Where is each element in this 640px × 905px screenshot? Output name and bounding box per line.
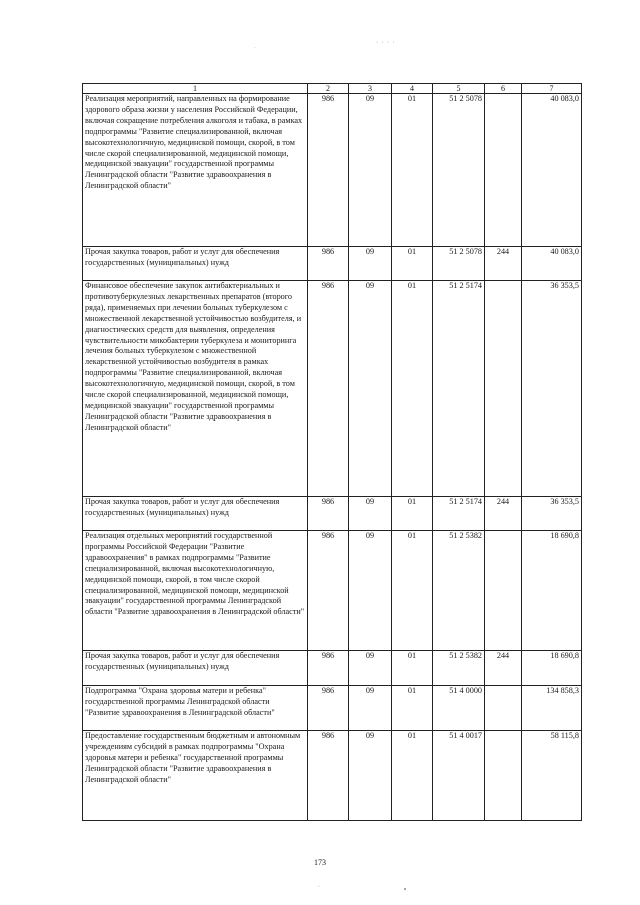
- row-section: 09: [349, 247, 392, 281]
- row-expense-type: 244: [485, 497, 522, 531]
- table-row: [83, 686, 582, 731]
- row-section: 09: [349, 281, 392, 497]
- row-target-code: 51 2 5174: [433, 281, 485, 497]
- row-expense-type: [485, 531, 522, 651]
- row-target-code: 51 4 0017: [433, 731, 485, 821]
- row-subsection: 01: [392, 651, 433, 686]
- row-subsection: 01: [392, 686, 433, 731]
- row-ministry-code: 986: [308, 94, 349, 247]
- column-header: 1: [83, 84, 308, 94]
- column-header: 5: [433, 84, 485, 94]
- row-amount: 18 690,8: [522, 531, 582, 651]
- row-target-code: 51 4 0000: [433, 686, 485, 731]
- table-header-row: [83, 84, 582, 94]
- row-expense-type: [485, 731, 522, 821]
- row-amount: 58 115,8: [522, 731, 582, 821]
- table-row: [83, 281, 582, 497]
- row-ministry-code: 986: [308, 686, 349, 731]
- row-section: 09: [349, 686, 392, 731]
- row-section: 09: [349, 731, 392, 821]
- table-row: [83, 731, 582, 821]
- row-target-code: 51 2 5382: [433, 651, 485, 686]
- row-name: Реализация отдельных мероприятий государственной программы Российской Федерации "Развитие здравоохранения" в рамках подпрограммы "Развитие специализированной, включая высокотехнологичную, медицинской помощи, скорой, в том числе скорой специализированной, медицинской помощи, медицинской эвакуации" государственной программы Ленинградской области "Развитие здравоохранения в Ленинградской области": [83, 531, 308, 651]
- row-amount: 18 690,8: [522, 651, 582, 686]
- row-subsection: 01: [392, 281, 433, 497]
- row-ministry-code: 986: [308, 651, 349, 686]
- row-amount: 40 083,0: [522, 247, 582, 281]
- table-row: [83, 531, 582, 651]
- budget-table: [82, 83, 582, 821]
- row-subsection: 01: [392, 731, 433, 821]
- row-subsection: 01: [392, 531, 433, 651]
- row-expense-type: [485, 281, 522, 497]
- row-amount: 134 858,3: [522, 686, 582, 731]
- row-ministry-code: 986: [308, 497, 349, 531]
- row-name: Прочая закупка товаров, работ и услуг для обеспечения государственных (муниципальных) нужд: [83, 497, 308, 531]
- scan-artifact: ·: [254, 46, 256, 51]
- row-name: Прочая закупка товаров, работ и услуг для обеспечения государственных (муниципальных) нужд: [83, 651, 308, 686]
- table-row: [83, 94, 582, 247]
- row-subsection: 01: [392, 247, 433, 281]
- scan-artifact: ·: [318, 884, 320, 890]
- row-ministry-code: 986: [308, 247, 349, 281]
- row-name: Реализация мероприятий, направленных на формирование здорового образа жизни у населения Российской Федерации, включая сокращение потребления алкоголя и табака, в рамках подпрограммы "Развитие специализированной, включая высокотехнологичную, медицинской помощи, скорой, в том числе скорой специализированной, медицинской помощи, медицинской эвакуации" государственной программы Ленинградской области "Развитие здравоохранения в Ленинградской области": [83, 94, 308, 247]
- scan-artifact: · · · ·: [376, 40, 396, 46]
- row-subsection: 01: [392, 94, 433, 247]
- table-row: [83, 497, 582, 531]
- table-row: [83, 651, 582, 686]
- row-expense-type: 244: [485, 247, 522, 281]
- column-header: 6: [485, 84, 522, 94]
- row-expense-type: [485, 94, 522, 247]
- row-ministry-code: 986: [308, 731, 349, 821]
- row-amount: 40 083,0: [522, 94, 582, 247]
- row-amount: 36 353,5: [522, 281, 582, 497]
- row-name: Финансовое обеспечение закупок антибактериальных и противотуберкулезных лекарственных препаратов (второго ряда), применяемых при лечении больных туберкулезом с множественной лекарственной устойчивостью возбудителя, и диагностических средств для выявления, определения чувствительности микобактерии туберкулеза и мониторинга лечения больных туберкулезом с множественной лекарственной устойчивостью возбудителя в рамках подпрограммы "Развитие специализированной, включая высокотехнологичную, медицинской помощи, скорой, в том числе скорой специализированной, медицинской помощи, медицинской эвакуации" государственной программы Ленинградской области "Развитие здравоохранения в Ленинградской области": [83, 281, 308, 497]
- row-name: Предоставление государственным бюджетным и автономным учреждениям субсидий в рамках подпрограммы "Охрана здоровья матери и ребенка" государственной программы Ленинградской области "Развитие здравоохранения в Ленинградской области": [83, 731, 308, 821]
- row-expense-type: [485, 686, 522, 731]
- column-header: 2: [308, 84, 349, 94]
- row-target-code: 51 2 5078: [433, 94, 485, 247]
- row-target-code: 51 2 5078: [433, 247, 485, 281]
- row-target-code: 51 2 5174: [433, 497, 485, 531]
- row-section: 09: [349, 531, 392, 651]
- row-section: 09: [349, 651, 392, 686]
- row-expense-type: 244: [485, 651, 522, 686]
- column-header: 4: [392, 84, 433, 94]
- column-header: 3: [349, 84, 392, 94]
- page-number: 173: [314, 858, 326, 867]
- row-section: 09: [349, 94, 392, 247]
- scan-artifact: [404, 888, 406, 890]
- row-subsection: 01: [392, 497, 433, 531]
- row-name: Прочая закупка товаров, работ и услуг для обеспечения государственных (муниципальных) нужд: [83, 247, 308, 281]
- row-section: 09: [349, 497, 392, 531]
- row-amount: 36 353,5: [522, 497, 582, 531]
- row-ministry-code: 986: [308, 531, 349, 651]
- row-name: Подпрограмма "Охрана здоровья матери и ребенка" государственной программы Ленинградской области "Развитие здравоохранения в Ленинградской области": [83, 686, 308, 731]
- row-ministry-code: 986: [308, 281, 349, 497]
- row-target-code: 51 2 5382: [433, 531, 485, 651]
- table-row: [83, 247, 582, 281]
- column-header: 7: [522, 84, 582, 94]
